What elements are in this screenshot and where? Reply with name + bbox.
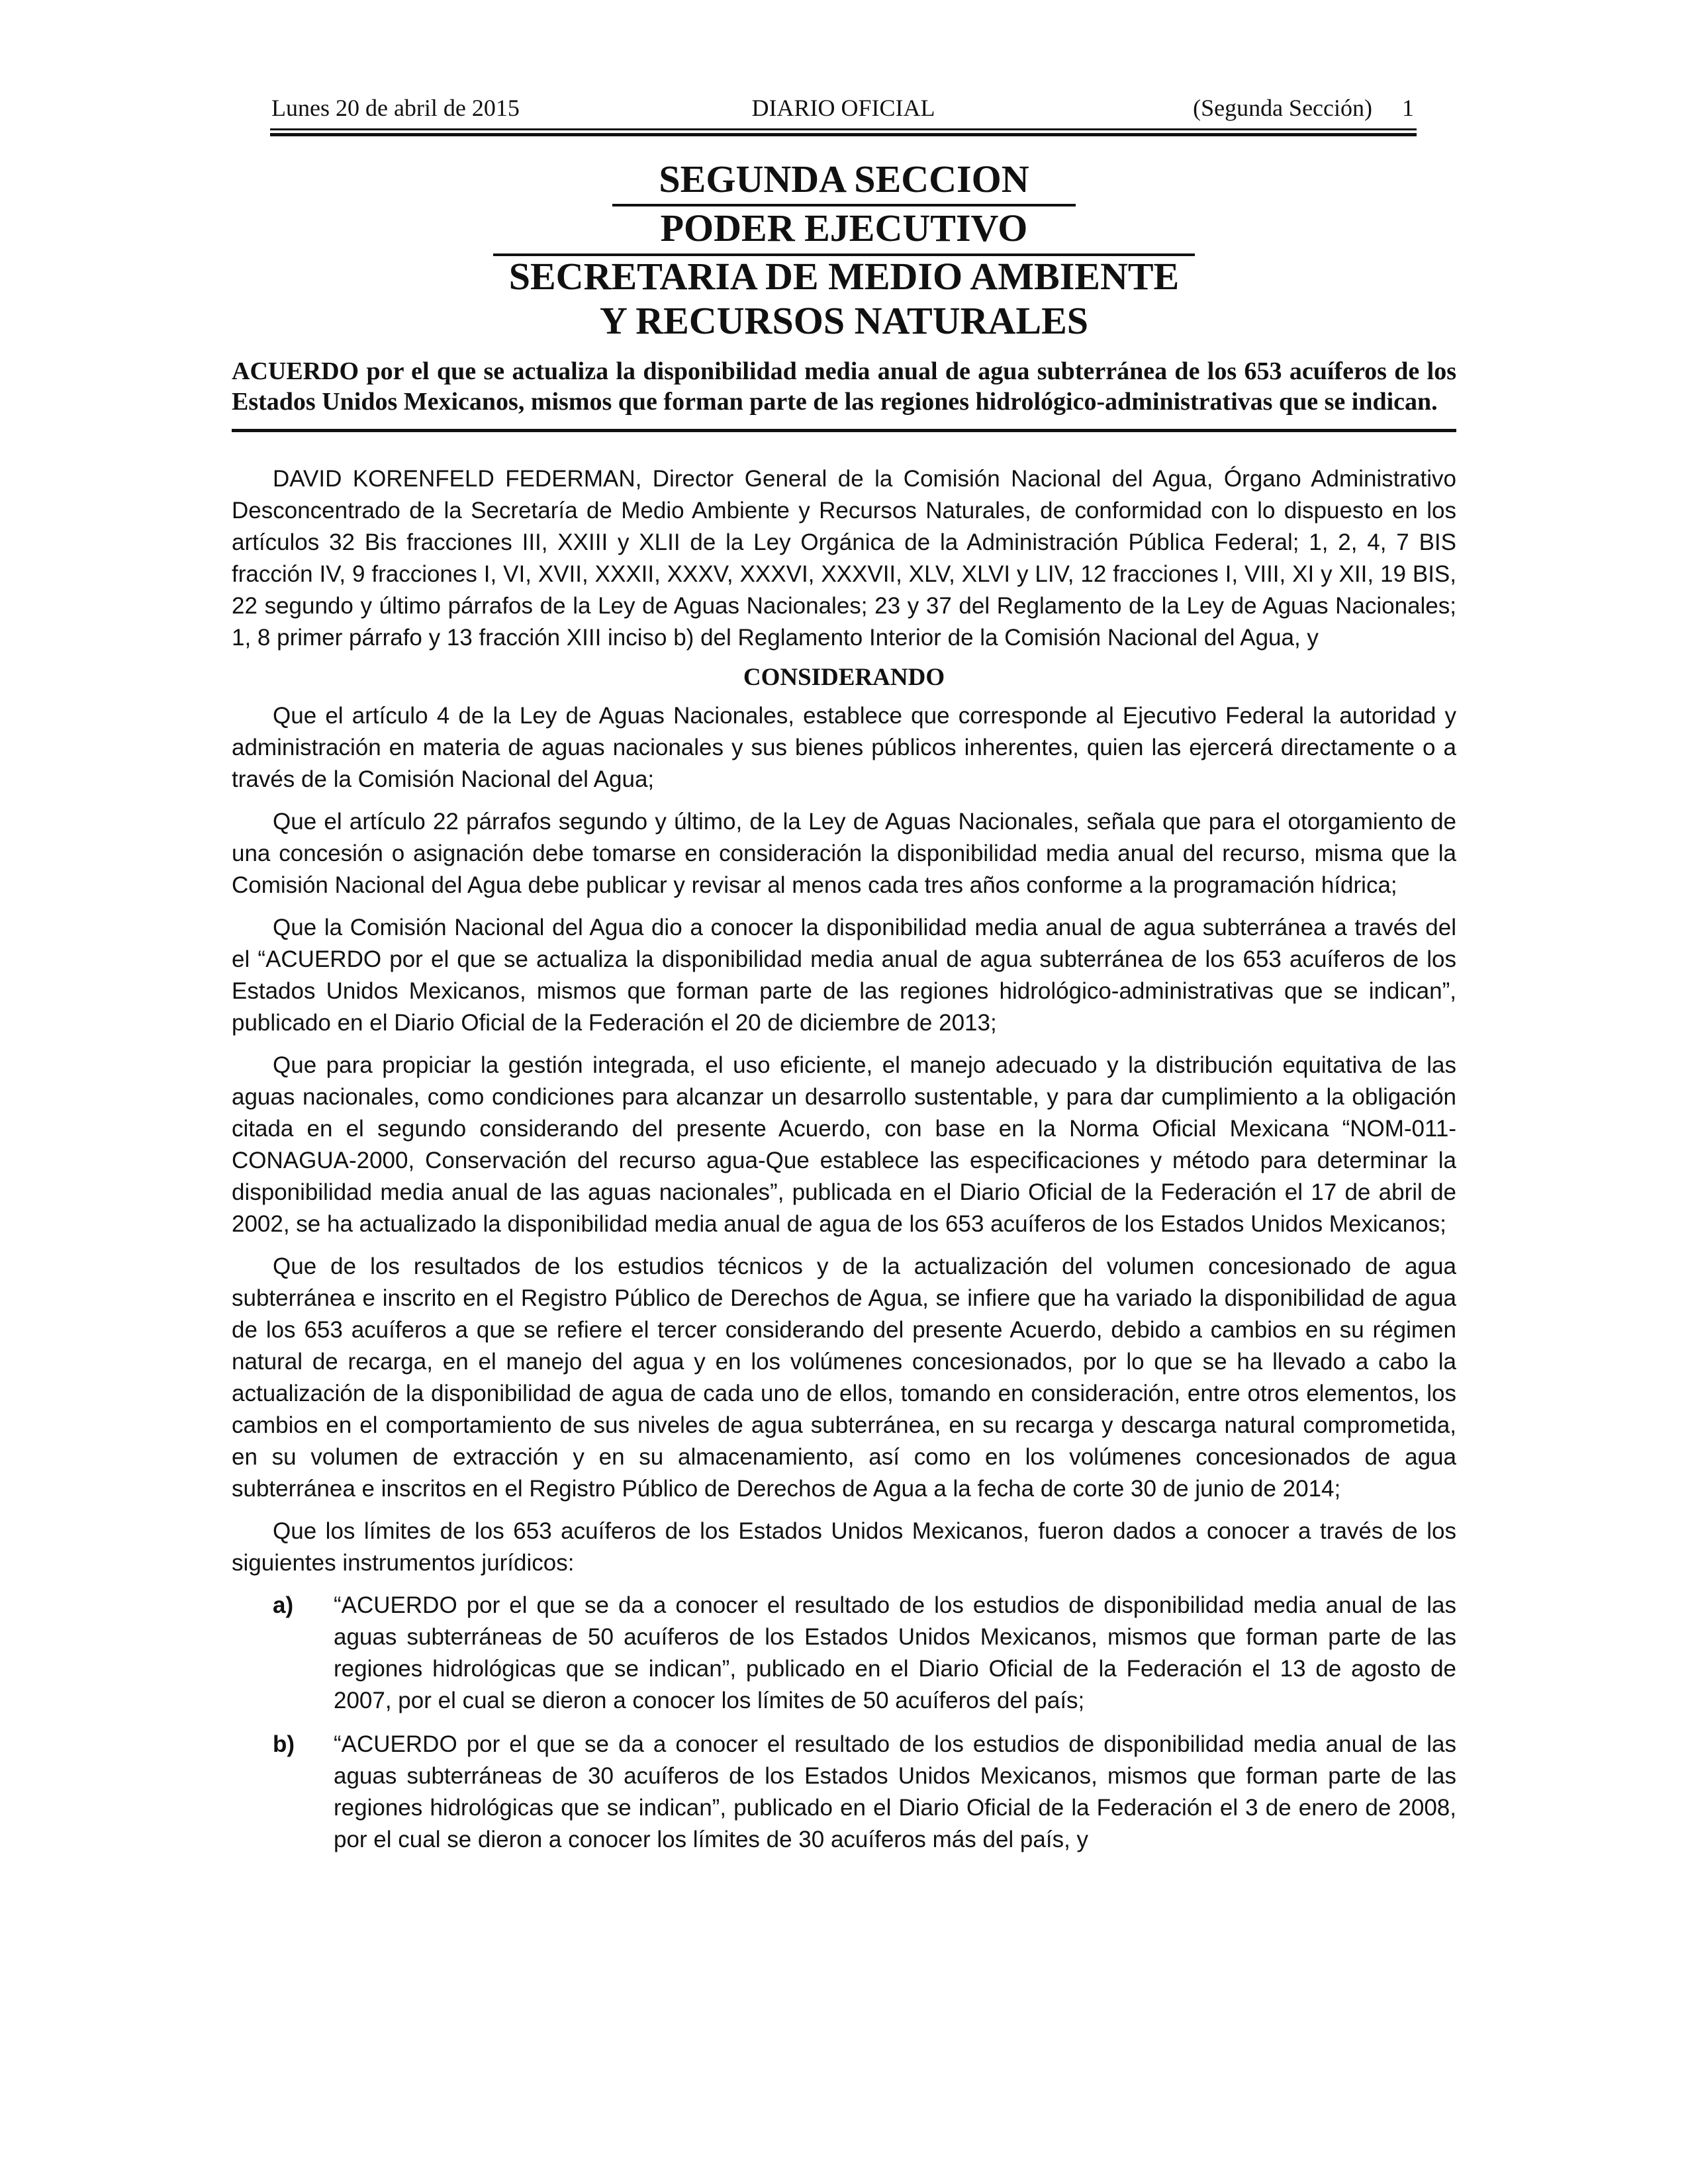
branch-title: PODER EJECUTIVO — [660, 206, 1028, 250]
ministry-title-line1: SECRETARIA DE MEDIO AMBIENTE — [508, 255, 1180, 298]
list-item-label: b) — [273, 1731, 295, 1757]
considerando-paragraph: Que para propiciar la gestión integrada, el uso eficiente, el manejo adecuado y la distribución equitativa de las aguas nacionales, como condiciones para alcanzar un desarrollo sustentable, y para dar cumplimiento a la obligación citada en el segundo considerando del presente Acuerdo, con base en la Norma Oficial Mexicana “NOM-011-CONAGUA-2000, Conservación del recurso agua-Que establece las especificaciones y método para determinar la disponibilidad media anual de las aguas nacionales”, publicada en el Diario Oficial de la Federación el 17 de abril de 2002, se ha actualizado la disponibilidad media anual de agua de los 653 acuíferos de los Estados Unidos Mexicanos; — [232, 1052, 1456, 1237]
list-item-text: “ACUERDO por el que se da a conocer el resultado de los estudios de disponibilidad media anual de las aguas subterráneas de 30 acuíferos de los Estados Unidos Mexicanos, mismos que forman parte de las regiones hidrológicas que se indican”, publicado en el Diario Oficial de la Federación el 3 de enero de 2008, por el cual se dieron a conocer los límites de 30 acuíferos más del país, y — [334, 1731, 1456, 1852]
preamble-paragraph: DAVID KORENFELD FEDERMAN, Director General de la Comisión Nacional del Agua, Órgano Administrativo Desconcentrado de la Secretaría de Medio Ambiente y Recursos Naturales, de conformidad con lo dispuesto en los artículos 32 Bis fracciones III, XXIII y XLII de la Ley Orgánica de la Administración Pública Federal; 1, 2, 4, 7 BIS fracción IV, 9 fracciones I, VI, XVII, XXXII, XXXV, XXXVI, XXXVII, XLV, XLVI y LIV, 12 fracciones I, VIII, XI y XII, 19 BIS, 22 segundo y último párrafos de la Ley de Aguas Nacionales; 23 y 37 del Reglamento de la Ley de Aguas Nacionales; 1, 8 primer párrafo y 13 fracción XIII inciso b) del Reglamento Interior de la Comisión Nacional del Agua, y — [232, 466, 1456, 651]
running-header — [270, 94, 1417, 134]
considerando-paragraph: Que los límites de los 653 acuíferos de los Estados Unidos Mexicanos, fueron dados a conocer a través de los siguientes instrumentos jurídicos: — [232, 1518, 1456, 1576]
header-section-page: (Segunda Sección) 1 — [1193, 95, 1414, 121]
agreement-heading-rule — [232, 429, 1456, 432]
considerando-paragraph: Que de los resultados de los estudios técnicos y de la actualización del volumen concesionado de agua subterránea e inscrito en el Registro Público de Derechos de Agua, se infiere que ha variado la disponibilidad de agua de los 653 acuíferos a que se refiere el tercer considerando del presente Acuerdo, debido a cambios en su régimen natural de recarga, en el manejo del agua y en los volúmenes concesionados, por lo que se ha llevado a cabo la actualización de la disponibilidad de agua de cada uno de ellos, tomando en consideración, entre otros elementos, los cambios en el comportamiento de sus niveles de agua subterránea, en su recarga y descarga natural comprometida, en su volumen de extracción y en su almacenamiento, así como en los volúmenes concesionados de agua subterránea e inscritos en el Registro Público de Derechos de Agua a la fecha de corte 30 de junio de 2014; — [232, 1253, 1456, 1502]
considerando-paragraph: Que el artículo 4 de la Ley de Aguas Nacionales, establece que corresponde al Ejecutivo Federal la autoridad y administración en materia de aguas nacionales y sus bienes públicos inherentes, quien las ejercerá directamente o a través de la Comisión Nacional del Agua; — [232, 703, 1456, 792]
header-journal-name: DIARIO OFICIAL — [751, 95, 935, 121]
agreement-heading: ACUERDO por el que se actualiza la disponibilidad media anual de agua subterránea de los 653 acuíferos de los Estados Unidos Mexicanos, mismos que forman parte de las regiones hidrológico-administrativas que se indican. — [232, 357, 1456, 416]
considerando-paragraph: Que el artículo 22 párrafos segundo y último, de la Ley de Aguas Nacionales, señala que para el otorgamiento de una concesión o asignación debe tomarse en consideración la disponibilidad media anual del recurso, misma que la Comisión Nacional del Agua debe publicar y revisar al menos cada tres años conforme a la programación hídrica; — [232, 809, 1456, 898]
document-body — [232, 463, 1456, 1868]
list-item-text: “ACUERDO por el que se da a conocer el resultado de los estudios de disponibilidad media anual de las aguas subterráneas de 50 acuíferos de los Estados Unidos Mexicanos, mismos que forman parte de las regiones hidrológicas que se indican”, publicado en el Diario Oficial de la Federación el 13 de agosto de 2007, por el cual se dieron a conocer los límites de 50 acuíferos del país; — [334, 1592, 1456, 1713]
list-item — [273, 1729, 1456, 1856]
header-rule-thick — [270, 133, 1417, 136]
considerando-paragraph: Que la Comisión Nacional del Agua dio a conocer la disponibilidad media anual de agua subterránea a través del el “ACUERDO por el que se actualiza la disponibilidad media anual de agua subterránea de los 653 acuíferos de los Estados Unidos Mexicanos, mismos que forman parte de las regiones hidrológico-administrativas que se indican”, publicado en el Diario Oficial de la Federación el 20 de diciembre de 2013; — [232, 915, 1456, 1036]
list-item-label: a) — [273, 1592, 294, 1618]
header-date: Lunes 20 de abril de 2015 — [271, 95, 520, 121]
list-item — [273, 1590, 1456, 1717]
header-rule-thin — [270, 128, 1417, 130]
section-title: SEGUNDA SECCION — [659, 158, 1029, 201]
ministry-title-line2: Y RECURSOS NATURALES — [599, 299, 1089, 342]
considerando-heading: CONSIDERANDO — [743, 664, 945, 691]
